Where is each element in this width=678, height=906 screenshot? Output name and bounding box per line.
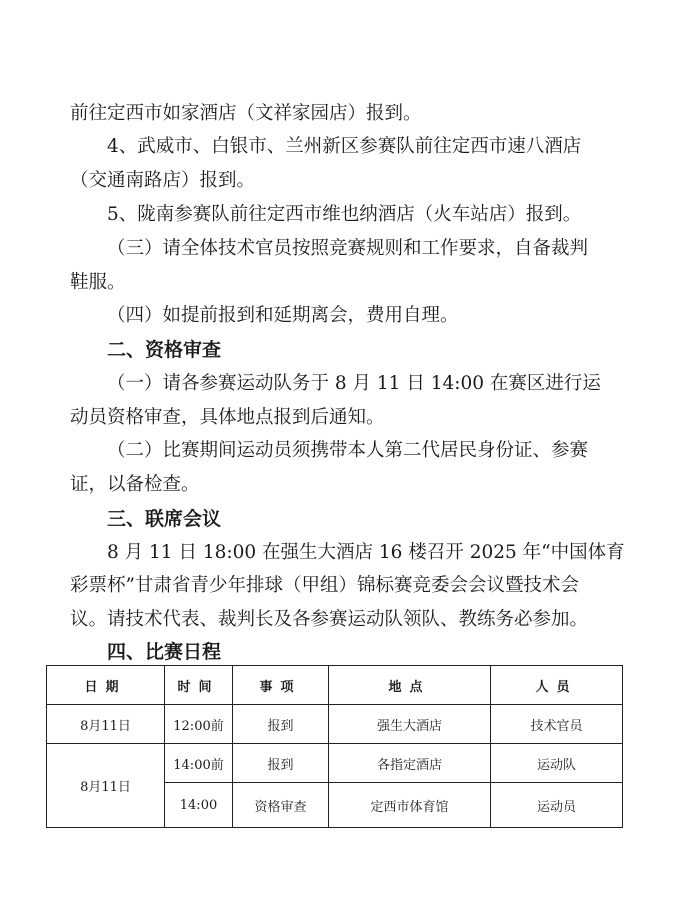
cell-place: 各指定酒店 — [329, 744, 491, 783]
section-heading: 三、联席会议 — [107, 508, 222, 530]
cell-time: 14:00 — [165, 783, 233, 828]
paragraph-line: 8 月 11 日 18:00 在强生大酒店 16 楼召开 2025 年“中国体育 — [107, 542, 625, 563]
cell-date: 8月11日 — [47, 744, 165, 828]
paragraph-line: （二）比赛期间运动员须携带本人第二代居民身份证、参赛 — [107, 440, 589, 461]
paragraph-line: （交通南路店）报到。 — [70, 170, 256, 191]
cell-item: 资格审查 — [233, 783, 329, 828]
schedule-table — [46, 665, 623, 828]
paragraph-line: 前往定西市如家酒店（文祥家园店）报到。 — [70, 103, 422, 124]
paragraph-line: （一）请各参赛运动队务于 8 月 11 日 14:00 在赛区进行运 — [107, 373, 601, 394]
paragraph-line: 证，以备检查。 — [70, 474, 200, 495]
paragraph-line: 鞋服。 — [70, 272, 126, 293]
cell-item: 报到 — [233, 705, 329, 744]
section-heading: 四、比赛日程 — [107, 641, 222, 663]
paragraph-line: 议。请技术代表、裁判长及各参赛运动队领队、教练务必参加。 — [70, 609, 589, 630]
paragraph-line: （四）如提前报到和延期离会，费用自理。 — [107, 305, 459, 326]
header-date: 日期 — [47, 666, 165, 705]
cell-place: 定西市体育馆 — [329, 783, 491, 828]
header-time: 时间 — [165, 666, 233, 705]
cell-time: 12:00前 — [165, 705, 233, 744]
header-item: 事项 — [233, 666, 329, 705]
cell-people: 技术官员 — [491, 705, 623, 744]
table-row — [47, 705, 623, 744]
cell-date: 8月11日 — [47, 705, 165, 744]
paragraph-line: 动员资格审查，具体地点报到后通知。 — [70, 407, 385, 428]
paragraph-line: 5、陇南参赛队前往定西市维也纳酒店（火车站店）报到。 — [107, 204, 582, 225]
cell-people: 运动队 — [491, 744, 623, 783]
paragraph-line: 4、武威市、白银市、兰州新区参赛队前往定西市速八酒店 — [107, 136, 582, 157]
paragraph-line: 彩票杯”甘肃省青少年排球（甲组）锦标赛竞委会会议暨技术会 — [70, 575, 579, 596]
header-people: 人员 — [491, 666, 623, 705]
cell-item: 报到 — [233, 744, 329, 783]
paragraph-line: （三）请全体技术官员按照竞赛规则和工作要求，自备裁判 — [107, 238, 589, 259]
table-row — [47, 744, 623, 783]
cell-place: 强生大酒店 — [329, 705, 491, 744]
cell-people: 运动员 — [491, 783, 623, 828]
cell-time: 14:00前 — [165, 744, 233, 783]
header-place: 地点 — [329, 666, 491, 705]
section-heading: 二、资格审查 — [107, 339, 222, 361]
table-header-row — [47, 666, 623, 705]
